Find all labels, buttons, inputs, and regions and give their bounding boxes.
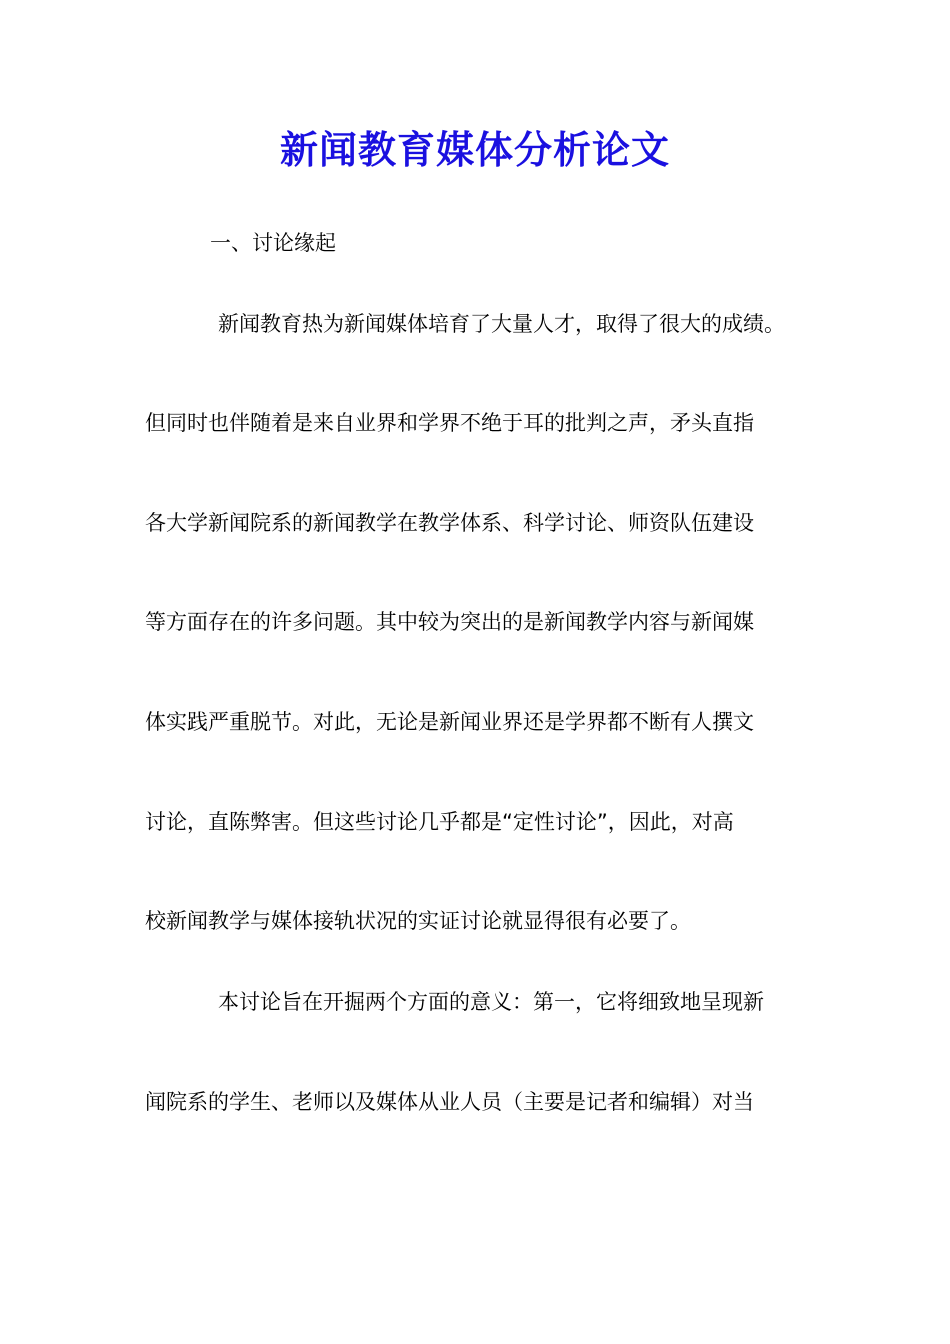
- paragraph-line: 新闻教育热为新闻媒体培育了大量人才，取得了很大的成绩。: [218, 312, 785, 336]
- paragraph-line: 体实践严重脱节。对此，无论是新闻业界还是学界都不断有人撰文: [145, 710, 754, 734]
- section-heading: 一、讨论缘起: [210, 231, 336, 255]
- paragraph-line: 校新闻教学与媒体接轨状况的实证讨论就显得很有必要了。: [145, 909, 691, 933]
- paragraph-line: 但同时也伴随着是来自业界和学界不绝于耳的批判之声，矛头直指: [145, 411, 754, 435]
- paragraph-line: 本讨论旨在开掘两个方面的意义：第一，它将细致地呈现新: [218, 990, 764, 1014]
- document-title: 新闻教育媒体分析论文: [279, 127, 670, 172]
- paragraph-line: 讨论，直陈弊害。但这些讨论几乎都是“定性讨论”，因此，对高: [145, 810, 734, 834]
- paragraph-line: 闻院系的学生、老师以及媒体从业人员（主要是记者和编辑）对当: [145, 1090, 754, 1114]
- paragraph-line: 各大学新闻院系的新闻教学在教学体系、科学讨论、师资队伍建设: [145, 511, 754, 535]
- paragraph-line: 等方面存在的许多问题。其中较为突出的是新闻教学内容与新闻媒: [145, 610, 754, 634]
